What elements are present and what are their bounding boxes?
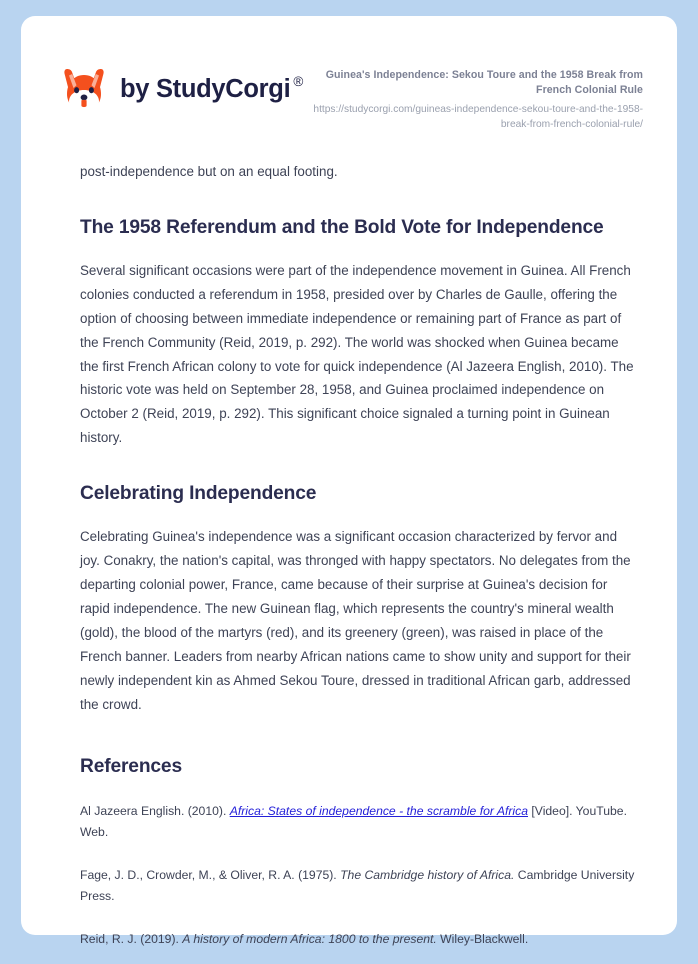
brand-logo[interactable] <box>61 60 303 114</box>
document-body <box>21 160 677 951</box>
brand-wordmark-group <box>120 74 304 104</box>
section-paragraph-referendum: Several significant occasions were part of the independence movement in Guinea. All French colonies conducted a referendum in 1958, presided over by Charles de Gaulle, offering the option of choosing between immediate independence or remaining part of France as part of the French Community (Reid, 2019, p. 292). The world was shocked when Guinea became the first French African colony to vote for quick independence (Al Jazeera English, 2010). The historic vote was held on September 28, 1958, and Guinea proclaimed independence on October 2 (Reid, 2019, p. 292). This significant choice signaled a turning point in Guinean history. <box>80 262 634 446</box>
reference-suffix: [Video]. YouTube. Web. <box>80 804 627 840</box>
section-paragraph-celebrating: Celebrating Guinea's independence was a significant occasion characterized by fervor and joy. Conakry, the nation's capital, was thronged with happy spectators. No delegates from the departing colonial power, France, came because of their surprise at Guinea's decision for rapid independence. The new Guinean flag, which represents the country's mineral wealth (gold), the blood of the martyrs (red), and its greenery (green), was raised in place of the French banner. Leaders from nearby African nations came to show unity and support for their newly independent kin as Ahmed Sekou Toure, dressed in traditional African garb, addressed the crowd. <box>80 529 631 713</box>
page-title: Guinea's Independence: Sekou Toure and the 1958 Break from French Colonial Rule <box>325 69 643 97</box>
reference-item <box>80 801 635 843</box>
reference-item <box>80 929 635 950</box>
document-card <box>21 16 677 947</box>
header-meta <box>303 60 643 133</box>
intro-paragraph-fragment: post-independence but on an equal footing. <box>80 163 338 179</box>
reference-prefix: Reid, R. J. (2019). <box>80 932 183 947</box>
reference-prefix: Al Jazeera English. (2010). <box>80 804 230 819</box>
page-url: https://studycorgi.com/guineas-independence-sekou-toure-and-the-1958-break-from-french-colonial-rule/ <box>313 104 643 130</box>
reference-title: A history of modern Africa: 1800 to the present. <box>182 932 437 947</box>
reference-suffix: Cambridge University Press. <box>80 868 635 904</box>
document-header <box>21 16 677 133</box>
corgi-face-icon <box>61 66 107 114</box>
registered-trademark-icon: ® <box>293 74 304 90</box>
section-heading-celebrating: Celebrating Independence <box>80 483 317 505</box>
brand-wordmark-text: by StudyCorgi <box>120 75 291 104</box>
reference-item <box>80 865 635 907</box>
reference-suffix: Wiley-Blackwell. <box>436 932 529 947</box>
reference-link[interactable]: Africa: States of independence - the scramble for Africa <box>229 804 529 819</box>
reference-title: The Cambridge history of Africa. <box>340 868 515 883</box>
section-heading-references: References <box>80 756 182 778</box>
reference-prefix: Fage, J. D., Crowder, M., & Oliver, R. A. (1975). <box>80 868 341 883</box>
section-heading-referendum: The 1958 Referendum and the Bold Vote for Independence <box>80 216 604 238</box>
